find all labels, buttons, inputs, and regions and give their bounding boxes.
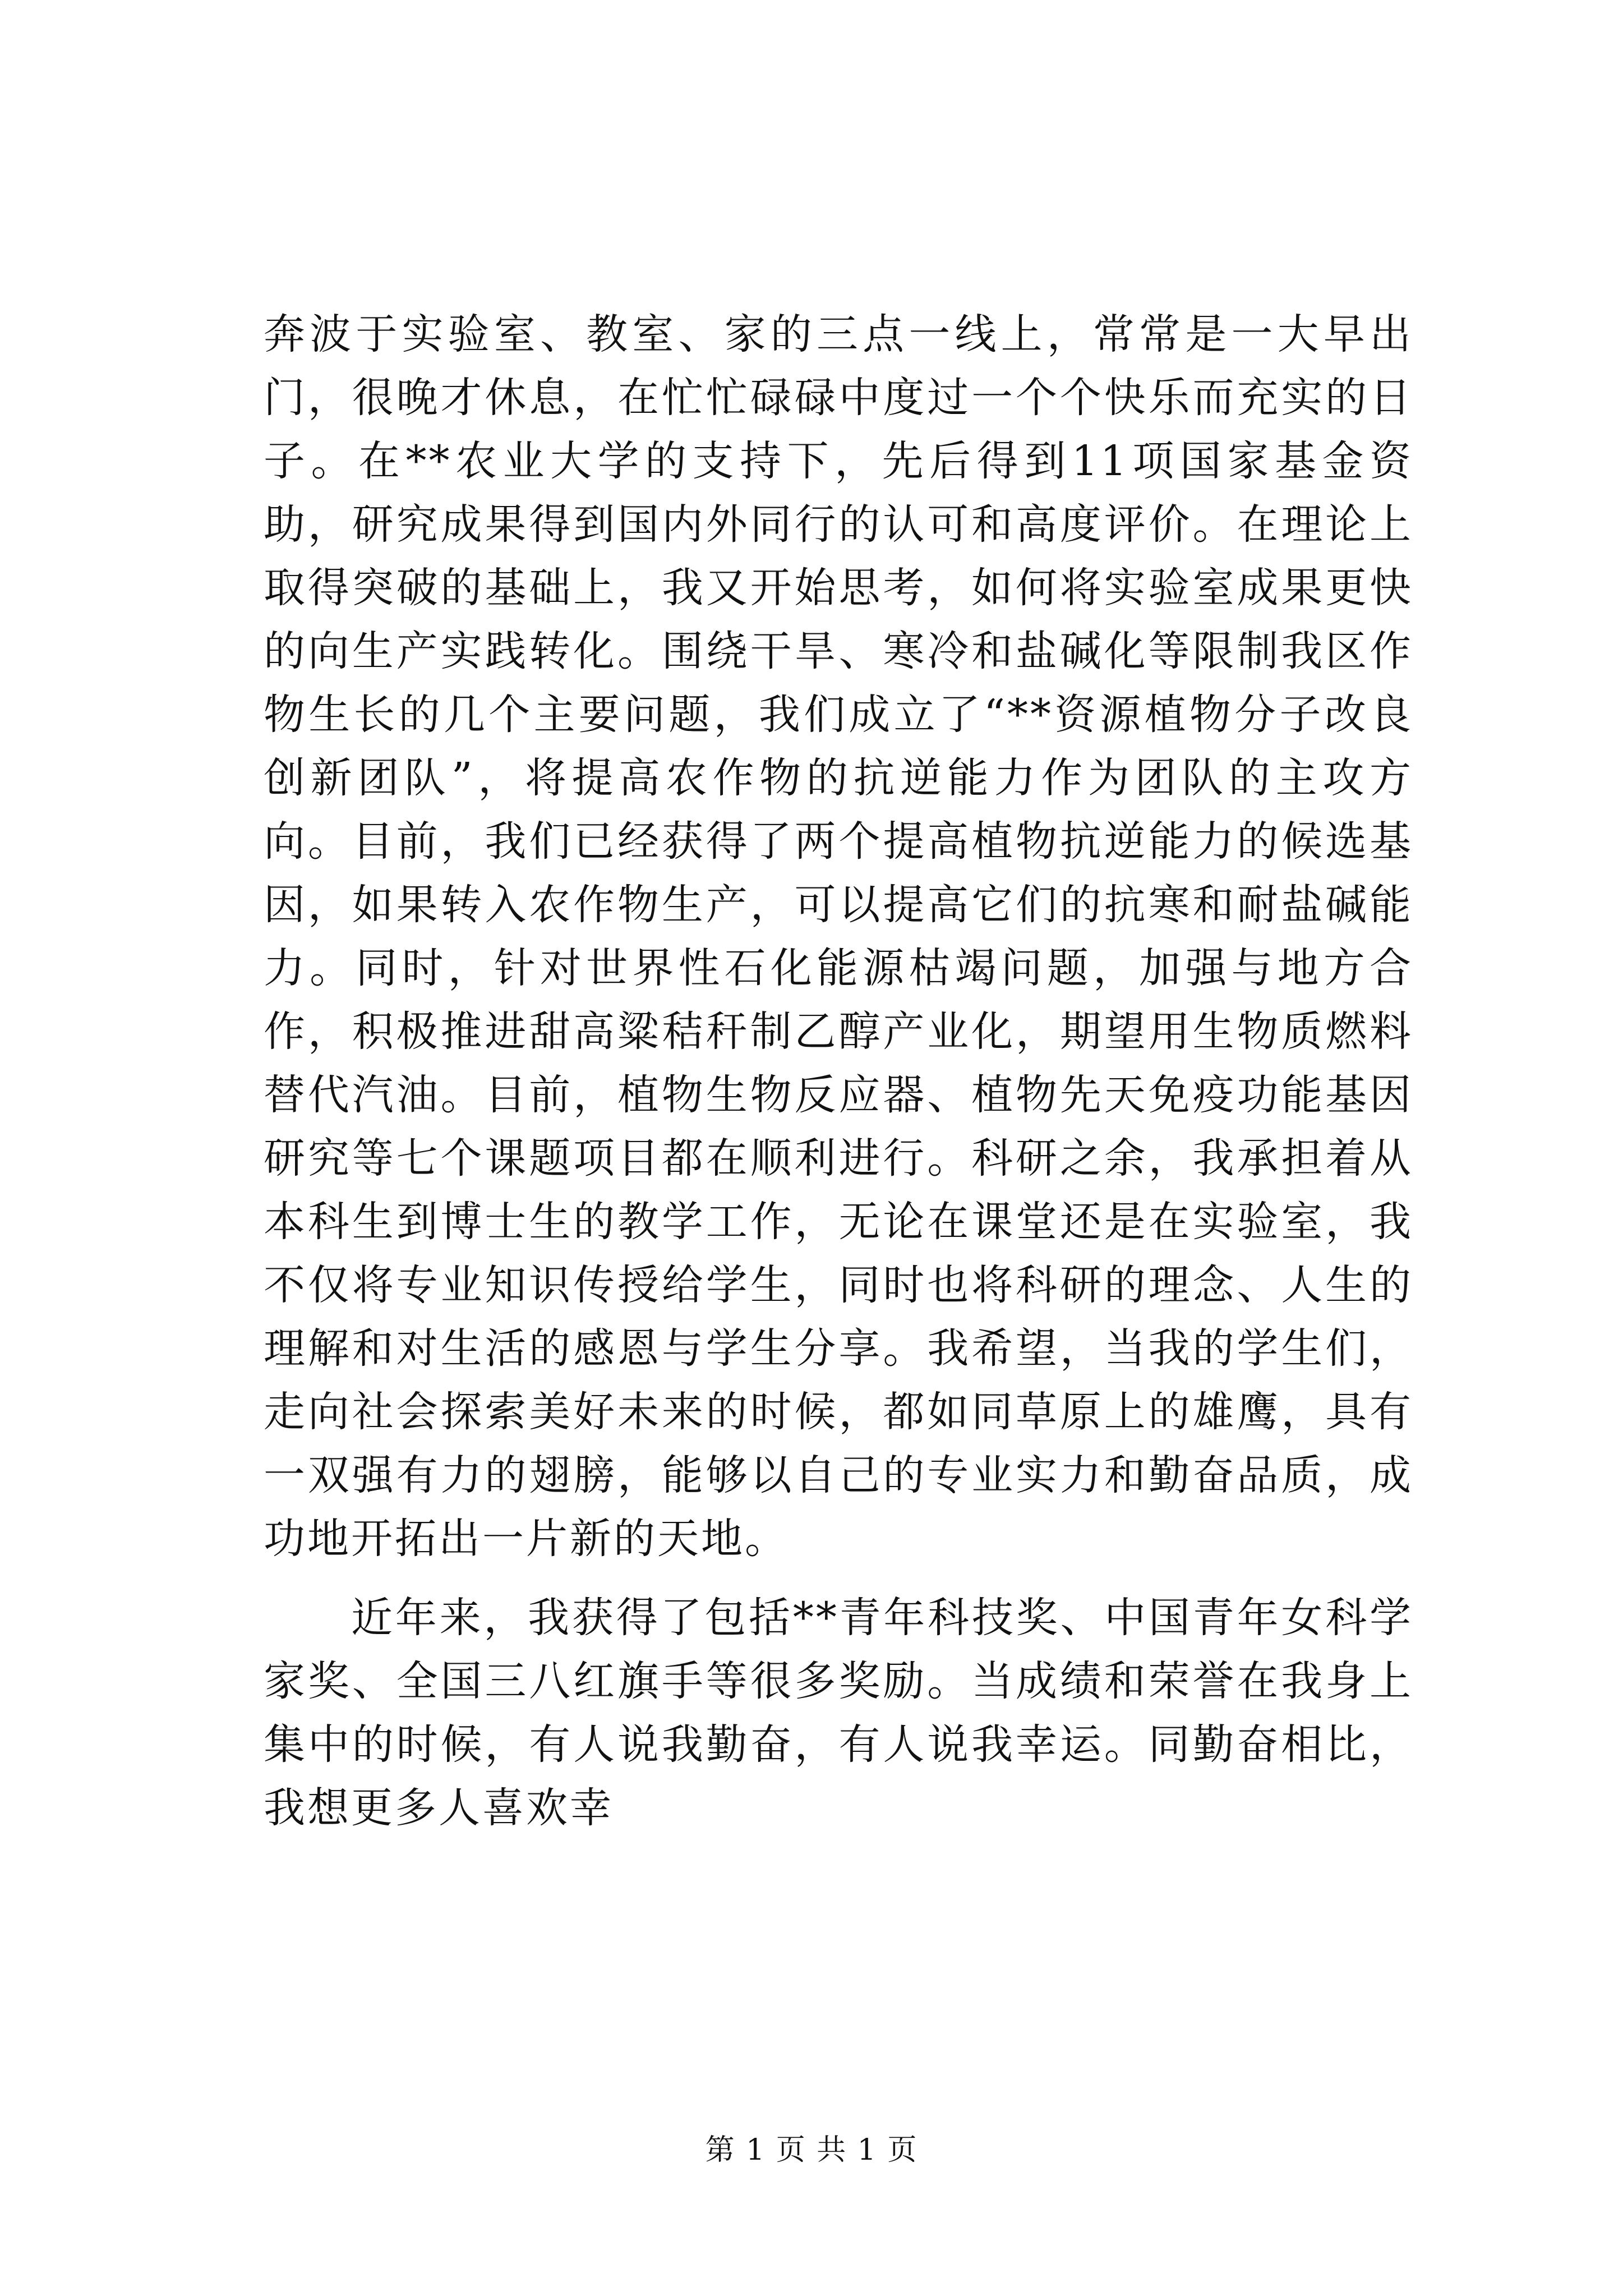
page-footer: 第 1 页 共 1 页: [705, 2133, 918, 2167]
document-body: [264, 303, 1413, 1840]
paragraph-continued: 奔波于实验室、教室、家的三点一线上，常常是一大早出门，很晚才休息，在忙忙碌碌中度过一个个快乐而充实的日子。在**农业大学的支持下，先后得到11项国家基金资助，研究成果得到国内外同行的认可和高度评价。在理论上取得突破的基础上，我又开始思考，如何将实验室成果更快的向生产实践转化。围绕干旱、寒冷和盐碱化等限制我区作物生长的几个主要问题，我们成立了“**资源植物分子改良创新团队”，将提高农作物的抗逆能力作为团队的主攻方向。目前，我们已经获得了两个提高植物抗逆能力的候选基因，如果转入农作物生产，可以提高它们的抗寒和耐盐碱能力。同时，针对世界性石化能源枯竭问题，加强与地方合作，积极推进甜高粱秸秆制乙醇产业化，期望用生物质燃料替代汽油。目前，植物生物反应器、植物先天免疫功能基因研究等七个课题项目都在顺利进行。科研之余，我承担着从本科生到博士生的教学工作，无论在课堂还是在实验室，我不仅将专业知识传授给学生，同时也将科研的理念、人生的理解和对生活的感恩与学生分享。我希望，当我的学生们，走向社会探索美好未来的时候，都如同草原上的雄鹰，具有一双强有力的翅膀，能够以自己的专业实力和勤奋品质，成功地开拓出一片新的天地。: [264, 310, 1413, 1563]
paragraph-awards: 近年来，我获得了包括**青年科技奖、中国青年女科学家奖、全国三八红旗手等很多奖励。当成绩和荣誉在我身上集中的时候，有人说我勤奋，有人说我幸运。同勤奋相比，我想更多人喜欢幸: [264, 1594, 1413, 1832]
